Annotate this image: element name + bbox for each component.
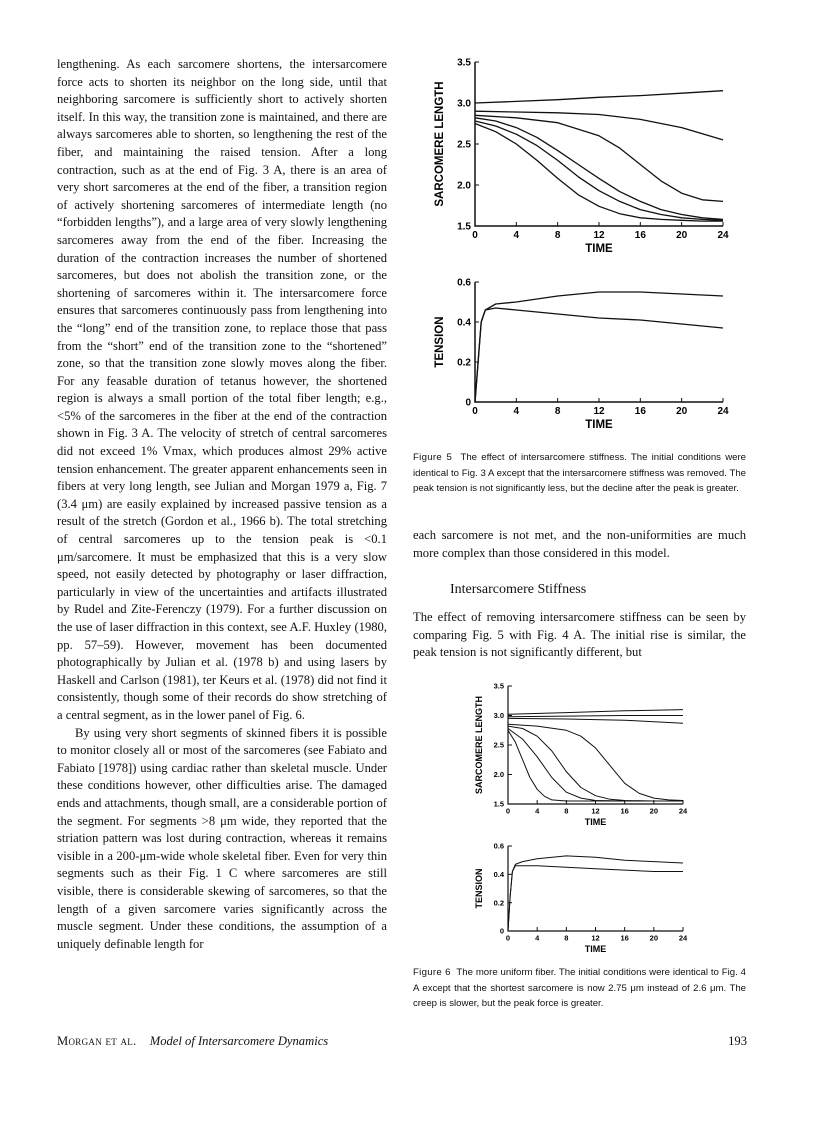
running-head: Morgan et al.	[57, 1034, 137, 1048]
left-column	[57, 56, 387, 953]
x-tick-label: 20	[676, 230, 688, 241]
y-tick-label: 0	[499, 926, 504, 936]
x-tick-label: 20	[649, 933, 659, 943]
x-tick-label: 0	[505, 806, 511, 816]
x-tick-label: 12	[593, 230, 605, 241]
y-tick-label: 0.2	[457, 357, 471, 369]
y-tick-label: 3.5	[457, 57, 471, 69]
axis-line	[475, 282, 723, 402]
x-tick-label: 0	[472, 230, 478, 241]
series-line	[475, 308, 723, 402]
x-tick-label: 12	[593, 406, 605, 417]
page-footer	[57, 1034, 747, 1049]
series-line	[508, 856, 683, 931]
y-tick-label: 1.5	[457, 221, 471, 233]
y-tick-label: 0.2	[493, 898, 504, 908]
body-paragraph: By using very short segments of skinned fibers it is possible to monitor closely all or most of the sarcomeres (see Fabiato and Fabiato [1978]) using cardiac rather than skeletal muscle. Under these conditions however, other difficulties arise. The damaged ends and attachments, though small, are a considerable portion of the segment. For segments >8 μm wide, they reported that the striation pattern was lost during contraction, whereas it remains visible in a 200-μm-wide whole skeletal fiber. Even for very thin segments such as their Fig. 1 C where sarcomeres are still visible, there is considerable skewing of sarcomeres, so that the length of a given sarcomere varies significantly across the muscle segment. Under these conditions, the assumption of a uniquely definable length for	[57, 725, 387, 951]
series-line	[508, 726, 683, 801]
y-tick-label: 3.0	[457, 98, 471, 110]
series-line	[508, 729, 683, 802]
x-tick-label: 24	[678, 933, 688, 943]
series-line	[508, 724, 683, 800]
y-tick-label: 0.6	[493, 841, 504, 851]
axis-line	[508, 686, 683, 804]
figure-5-caption	[413, 450, 746, 497]
series-line	[508, 716, 683, 717]
section-heading: Intersarcomere Stiffness	[450, 582, 587, 597]
y-axis-label: SARCOMERE LENGTH	[434, 81, 446, 207]
x-tick-label: 24	[717, 406, 729, 417]
figure-5-bottom-chart	[425, 272, 745, 442]
x-axis-label: TIME	[585, 243, 613, 255]
caption-text: The more uniform fiber. The initial conditions were identical to Fig. 4 A except that the shortest sarcomere is now 2.75 μm instead of 2.6 μm. The creep is slower, but the peak force is greater.	[413, 967, 746, 1010]
y-tick-label: 3.0	[493, 711, 504, 721]
x-tick-label: 4	[535, 933, 540, 943]
y-tick-label: 2.0	[493, 770, 504, 780]
series-line	[475, 124, 723, 222]
x-tick-label: 4	[513, 406, 520, 417]
y-tick-label: 2.5	[493, 740, 504, 750]
figure-6-top-chart	[470, 680, 700, 835]
y-tick-label: 0.4	[457, 317, 471, 329]
x-tick-label: 12	[591, 806, 600, 816]
series-line	[508, 718, 683, 723]
series-line	[508, 866, 683, 931]
y-tick-label: 0.6	[457, 277, 471, 289]
x-tick-label: 0	[472, 406, 478, 417]
x-tick-label: 0	[505, 933, 511, 943]
y-tick-label: 0	[465, 397, 471, 409]
x-tick-label: 16	[620, 806, 629, 816]
x-tick-label: 16	[634, 230, 646, 241]
x-tick-label: 8	[554, 230, 561, 241]
figure-6-bottom-chart	[470, 838, 700, 953]
series-line	[508, 710, 683, 715]
x-axis-label: TIME	[585, 419, 613, 431]
axis-line	[475, 62, 723, 226]
y-tick-label: 2.0	[457, 180, 471, 192]
x-tick-label: 20	[676, 406, 688, 417]
x-tick-label: 16	[634, 406, 646, 417]
body-paragraph: lengthening. As each sarcomere shortens, the intersarcomere force acts to shorten its neighbor on the long side, until that neighboring sarcomere is sufficiently short to actively shorten itself. In this way, the transition zone is maintained, and there are always sarcomeres able to shorten, so lengthening the rest of the fiber, and maintaining the raised tension. After a long contraction, such as at the end of Fig. 3 A, there is an area of very short sarcomeres at the end of the fiber, a transition region of actively shortening sarcomeres of intermediate length (no “forbidden lengths”), and a large area of very slowly lengthening sarcomeres away from the end of the fiber. Increasing the duration of the contraction increases the number of shortened sarcomeres, but does not abolish the transition zone, or the shortening of sarcomeres within it. The intersarcomere force ensures that sarcomeres continuously pass from lengthening into the “long” end of the transition zone, to replace those that pass from the “short” end of the transition zone to the “shortened” zone, so that the transition zone slowly moves along the fiber. For any feasable duration of tetanus however, the shortened region is always a small portion of the total fiber length; e.g., <5% of the sarcomeres in the fiber at the end of the contraction shown in Fig. 3 A. The velocity of stretch of central sarcomeres did not exceed 1% Vmax, which produces almost 29% active tension enhancement. The greater apparent enhancements seen in fibers at very long length, see Julian and Morgan 1979 a, Fig. 7 (3.4 μm) are easily explained by increased passive tension as a result of the stretch (Gordon et al., 1966 b). The total stretching of central sarcomeres up to the tension peak is <0.1 μm/sarcomere. It must be emphasized that this is a very slow speed, not easily detected by photography or laser diffraction, particularly in view of the uncertainties and artifacts illustrated by Rudel and Zite-Ferenczy (1979). For a further discussion on the use of laser diffraction in this context, see A.F. Huxley (1980, pp. 57–59). However, movement has been documented photographically by Julian et al. (1978 b) and using lasers by Haskell and Carlson (1981), ter Keurs et al. (1978) did not find it consistently, though some of their records do show stretching of a central segment, as in the lower panel of Fig. 6.	[57, 57, 387, 722]
body-paragraph: each sarcomere is not met, and the non-uniformities are much more complex than those considered in this model.	[413, 528, 746, 560]
x-tick-label: 8	[554, 406, 561, 417]
y-tick-label: 3.5	[493, 681, 504, 691]
figure-label: Figure 5	[413, 452, 453, 463]
page-number: 193	[728, 1034, 747, 1048]
y-axis-label: SARCOMERE LENGTH	[474, 695, 484, 795]
series-line	[508, 730, 683, 801]
x-tick-label: 16	[620, 933, 629, 943]
y-axis-label: TENSION	[474, 868, 484, 909]
x-tick-label: 20	[649, 806, 659, 816]
series-line	[475, 292, 723, 402]
x-tick-label: 4	[535, 806, 540, 816]
body-paragraph: The effect of removing intersarcomere stiffness can be seen by comparing Fig. 5 with Fig. 4 A. The initial rise is similar, the peak tension is not significantly different, but	[413, 610, 746, 660]
y-tick-label: 2.5	[457, 139, 471, 151]
y-tick-label: 0.4	[493, 869, 504, 879]
right-section-text	[413, 609, 746, 662]
x-tick-label: 8	[564, 806, 569, 816]
figure-5-top-chart	[425, 56, 745, 261]
y-tick-label: 1.5	[493, 799, 504, 809]
x-tick-label: 24	[717, 230, 729, 241]
x-tick-label: 12	[591, 933, 600, 943]
x-axis-label: TIME	[584, 817, 607, 827]
running-title: Model of Intersarcomere Dynamics	[149, 1034, 329, 1048]
right-continuation	[413, 527, 746, 562]
x-tick-label: 4	[513, 230, 520, 241]
x-tick-label: 24	[678, 806, 688, 816]
axis-line	[508, 846, 683, 931]
x-axis-label: TIME	[584, 944, 607, 953]
figure-label: Figure 6	[413, 967, 451, 978]
figure-6-caption	[413, 965, 746, 1012]
caption-text: The effect of intersarcomere stiffness. The initial conditions were identical to Fig. 3 A except that the intersarcomere stiffness was removed. The peak tension is not significantly less, but the decline after the peak is greater.	[413, 452, 746, 495]
x-tick-label: 8	[564, 933, 569, 943]
series-line	[475, 91, 723, 103]
y-axis-label: TENSION	[434, 316, 446, 368]
